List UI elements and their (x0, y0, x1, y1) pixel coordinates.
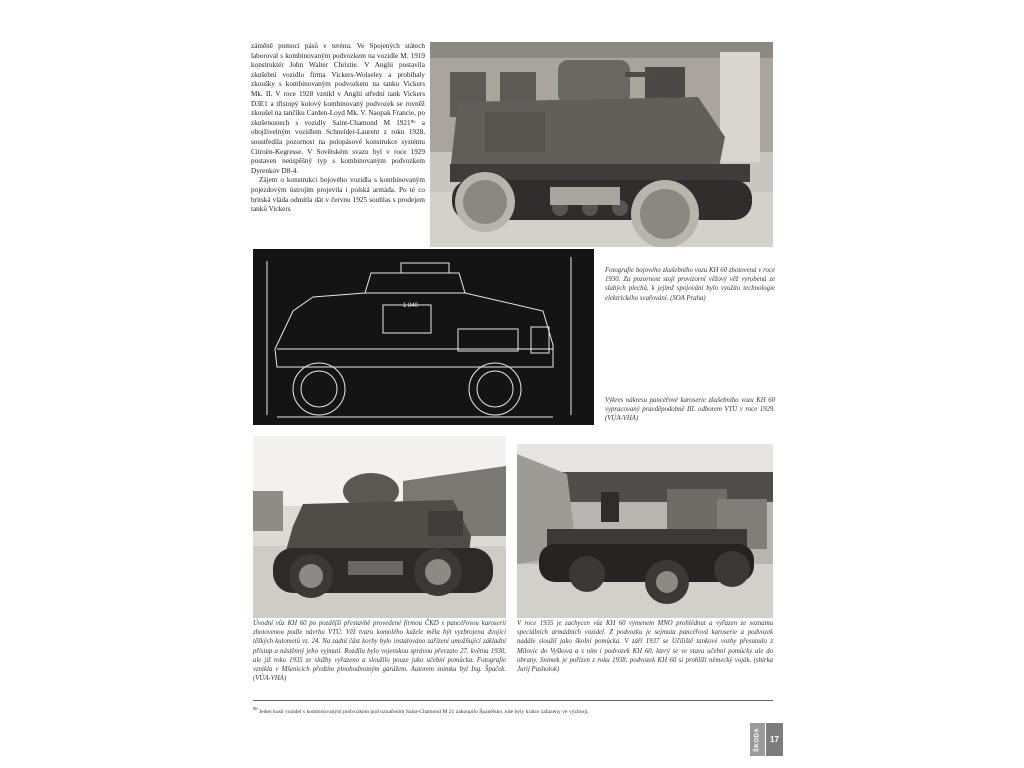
blueprint-drawing (253, 249, 594, 425)
footnote-text: Jeden kusů vozidel s kombinovaným podvozkem pod označením Saint-Chamond M 21 zakoupilo Španělsko, kde byly krátce zařazeny ve výzbroji. (258, 708, 589, 715)
caption-photo-bottom-right: V roce 1935 je zachycen vůz KH 60 výmenem MNO prohlédnut a vyřazen ze seznamu speciálních armádních vozidel. Z podvozku je sejmuta pancéřová karoserie a podvozek nadále sloužil jako školní pomůcka. V září 1937 se Učiliště tankové vozby přesunulo z Milovic do Vyškova a s ním i podvozek KH 60, který se ve stavu učební pomůcky ale do obrany. Snímek je pořízen z roku 1938, podvozek KH 60 si prohlíží německý voják. (sbírka Jurij Pasholok) (517, 620, 773, 674)
blueprint-dimension-label: 1 840 (403, 303, 419, 309)
footnote (253, 705, 753, 716)
caption-drawing: Výkres nákresu pancéřové karoserie zkušebního vozu KH 60 vypracovaný pravděpodobně III. odborem VTÚ v roce 1929. (VÚA-VHA) (605, 397, 775, 423)
intro-paragraph-1: záměně pomocí pásů v terénu. Ve Spojených státech laboroval s kombinovaným podvozkem na vozidle M. 1919 konstruktér John Walter Christie. V Anglii postavila zkušební vozidlo firma Vickers-Wolseley a probíhaly zkoušky s kombinovaným podvozkem na tanku Vickers Mk. II. V roce 1928 vznikl v Anglii střední tank Vickers D3E1 a třístopý kolový kombinovaný podvozek se rovněž zkoušel na tančíku Carden-Loyd Mk. V. Naopak Francie, po zkušenostech s vozidly Saint-Chamond M 1921⁸⁶ a obojživelným vozidlem Schneider-Laurent z roku 1928, soustředila pozornost na polopásové konstrukce systému Citroën-Kegresse. V Sovětském svazu byl v roce 1929 postaven neúspěšný typ s kombinovaným podvozkem Dyrenkov D8-4. (251, 42, 425, 175)
side-tab-label: ŠKODA (750, 723, 765, 756)
intro-paragraph-2: Zájem o konstrukci bojového vozidla s kombinovaným pojezdovým ústrojím projevila i polská armáda. Po té co britská vláda odmítla dát v červnu 1925 souhlas s prodejem tanků Vickers (251, 176, 425, 214)
caption-photo-top: Fotografie bojového zkušebního vozu KH 60 zhotovená v roce 1930. Za pozornost stojí provizorní věžový věž vyrobená ze slabých plechů, k jejímž spojování bylo využito technologie elektrického svařování. (SOA Praha) (605, 267, 775, 302)
page-number: 17 (766, 723, 783, 756)
footnote-mark: 86 (253, 706, 258, 711)
photo-armored-car-bottom-left (253, 436, 506, 618)
magazine-page (243, 34, 783, 768)
intro-text-column (251, 42, 425, 215)
footnote-divider (253, 700, 773, 701)
photo-chassis-bottom-right (517, 444, 773, 618)
caption-photo-bottom-left: Úvodní vůz KH 60 po pozdější přestavbě provedené firmou ČKD s pancéřovou karoserií zhotovenou podle návrhu VTÚ. Věž tvaru komolého kužele měla být vyzbrojena dvojicí těžkých kulometů vz. 24. Na zadní část korby bylo instalováno zařízení umožňující základní přístup a nástěnný jeho vyjmutí. Rozdílu bylo vojenskou správou převzato 27. května 1930, ale již roku 1935 ze služby vyřazeno a sloužilo pouze jako učební pomůcka. Fotografie vznikla v Mšenicích předtím plnohodnotným garážem. Autorem snímku byl Ing. Špaček. (VÚA-VHA) (253, 620, 506, 683)
photo-armored-car-top (430, 42, 773, 247)
